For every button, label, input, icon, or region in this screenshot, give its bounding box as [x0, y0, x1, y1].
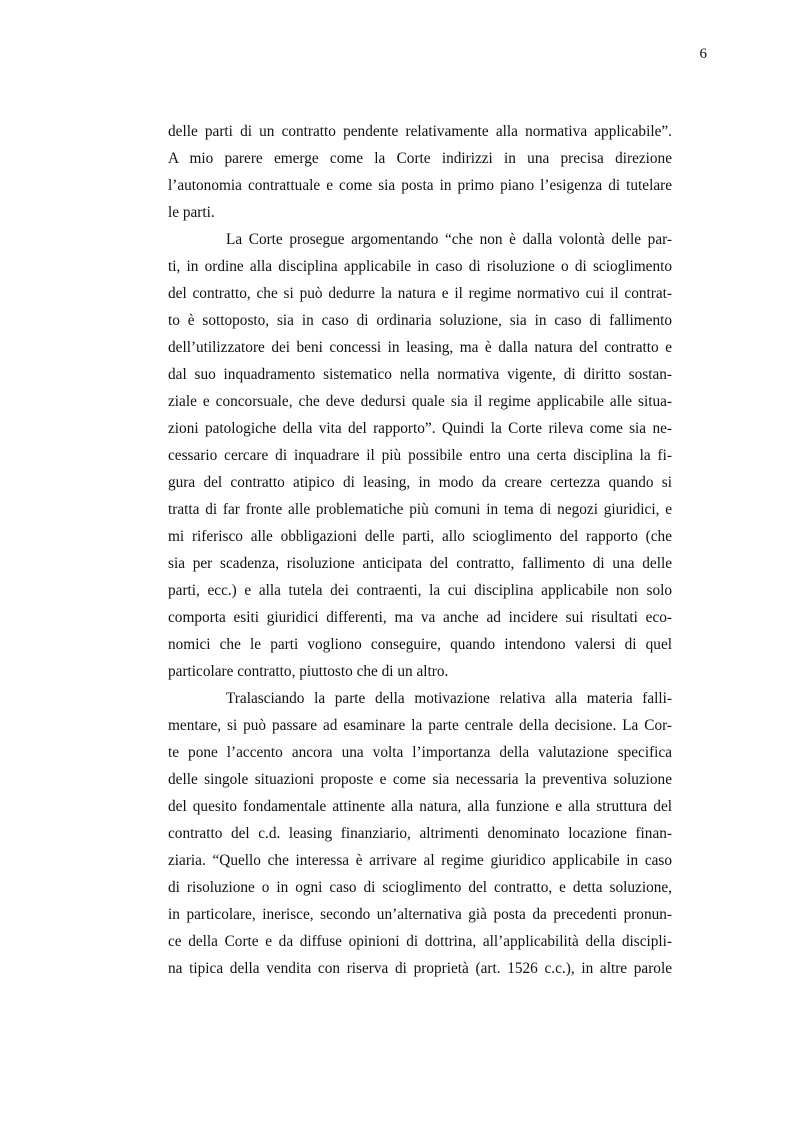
text-line: ti, in ordine alla disciplina applicabile in caso di risoluzione o di scioglimento: [168, 258, 672, 275]
text-line: ziale e concorsuale, che deve dedursi quale sia il regime applicabile alle situa-: [168, 393, 672, 410]
text-line: La Corte prosegue argomentando “che non è dalla volontà delle par-: [226, 231, 672, 248]
text-line: mi riferisco alle obbligazioni delle parti, allo scioglimento del rapporto (che: [168, 528, 672, 545]
text-line: dal suo inquadramento sistematico nella normativa vigente, di diritto sostan-: [168, 366, 672, 383]
paragraph-2: [168, 226, 672, 685]
text-line: na tipica della vendita con riserva di proprietà (art. 1526 c.c.), in altre parole: [168, 960, 672, 977]
text-line: tratta di far fronte alle problematiche più comuni in tema di negozi giuridici, e: [168, 501, 672, 518]
text-line: zioni patologiche della vita del rapporto”. Quindi la Corte rileva come sia ne-: [168, 420, 672, 437]
text-line: contratto del c.d. leasing finanziario, altrimenti denominato locazione finan-: [168, 825, 672, 842]
text-line: parti, ecc.) e alla tutela dei contraenti, la cui disciplina applicabile non solo: [168, 582, 672, 599]
text-line: ce della Corte e da diffuse opinioni di dottrina, all’applicabilità della discipli-: [168, 933, 672, 950]
text-line: sia per scadenza, risoluzione anticipata del contratto, fallimento di una delle: [168, 555, 672, 572]
text-line: ziaria. “Quello che interessa è arrivare al regime giuridico applicabile in caso: [168, 852, 672, 869]
text-line: nomici che le parti vogliono conseguire, quando intendono valersi di quel: [168, 636, 672, 653]
text-line: Tralasciando la parte della motivazione relativa alla materia falli-: [226, 690, 672, 707]
text-line: mentare, si può passare ad esaminare la parte centrale della decisione. La Cor-: [168, 717, 672, 734]
text-line: dell’utilizzatore dei beni concessi in leasing, ma è dalla natura del contratto e: [168, 339, 672, 356]
text-line: le parti.: [168, 204, 215, 221]
text-line: gura del contratto atipico di leasing, in modo da creare certezza quando si: [168, 474, 672, 491]
paragraph-3: [168, 685, 672, 982]
text-line: delle singole situazioni proposte e come sia necessaria la preventiva soluzione: [168, 771, 672, 788]
text-line: comporta esiti giuridici differenti, ma va anche ad incidere sui risultati eco-: [168, 609, 672, 626]
text-line: A mio parere emerge come la Corte indirizzi in una precisa direzione: [168, 150, 672, 167]
text-line: to è sottoposto, sia in caso di ordinaria soluzione, sia in caso di fallimento: [168, 312, 672, 329]
text-line: del contratto, che si può dedurre la natura e il regime normativo cui il contrat-: [168, 285, 672, 302]
body-text: [168, 118, 672, 982]
text-line: l’autonomia contrattuale e come sia posta in primo piano l’esigenza di tutelare: [168, 177, 672, 194]
text-line: di risoluzione o in ogni caso di scioglimento del contratto, e detta soluzione,: [168, 879, 672, 896]
text-line: te pone l’accento ancora una volta l’importanza della valutazione specifica: [168, 744, 672, 761]
paragraph-1: [168, 118, 672, 226]
text-line: delle parti di un contratto pendente relativamente alla normativa applicabile”.: [168, 123, 672, 140]
text-line: particolare contratto, piuttosto che di un altro.: [168, 663, 449, 680]
page-number: 6: [699, 46, 707, 62]
text-line: del quesito fondamentale attinente alla natura, alla funzione e alla struttura del: [168, 798, 672, 815]
text-line: cessario cercare di inquadrare il più possibile entro una certa disciplina la fi-: [168, 447, 672, 464]
text-line: in particolare, inerisce, secondo un’alternativa già posta da precedenti pronun-: [168, 906, 672, 923]
